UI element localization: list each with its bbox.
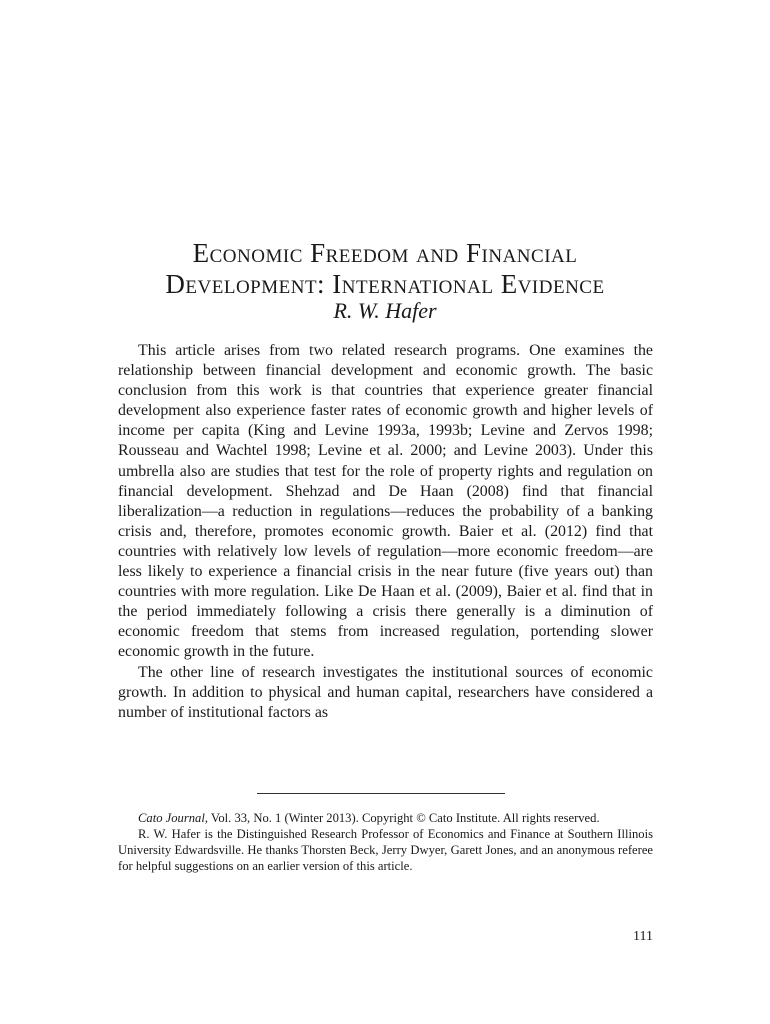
- footnote-divider: [257, 793, 505, 794]
- footnote-citation: [118, 810, 653, 826]
- body-paragraph-1: This article arises from two related research programs. One examines the relationship between financial development and economic growth. The basic conclusion from this work is that countries that experience greater financial development also experience faster rates of economic growth and higher levels of income per capita (King and Levine 1993a, 1993b; Levine and Zervos 1998; Rousseau and Wachtel 1998; Levine et al. 2000; and Levine 2003). Under this umbrella also are studies that test for the role of property rights and regulation on financial development. Shehzad and De Haan (2008) find that financial liberalization—a reduction in regulations—reduces the probability of a banking crisis and, therefore, promotes economic growth. Baier et al. (2012) find that countries with relatively low levels of regulation—more economic freedom—are less likely to experience a financial crisis in the near future (five years out) than countries with more regulation. Like De Haan et al. (2009), Baier et al. find that in the period immediately following a crisis there generally is a diminution of economic freedom that stems from increased regulation, portending slower economic growth in the future.: [118, 342, 653, 661]
- body-paragraph-2: The other line of research investigates the institutional sources of economic growth. In addition to physical and human capital, researchers have considered a number of institutional factors as: [118, 663, 653, 721]
- article-title: [0, 238, 770, 300]
- article-title-line-2: Development: International Evidence: [165, 269, 605, 299]
- footnote-journal-name: Cato Journal: [138, 811, 205, 825]
- footnotes: [118, 810, 653, 874]
- footnote-author-note: R. W. Hafer is the Distinguished Research Professor of Economics and Finance at Southern Illinois University Edwardsville. He thanks Thorsten Beck, Jerry Dwyer, Garett Jones, and an anonymous referee for helpful suggestions on an earlier version of this article.: [118, 827, 653, 873]
- article-body: [118, 341, 653, 723]
- page-number: 111: [633, 929, 653, 944]
- article-author: R. W. Hafer: [333, 298, 437, 323]
- article-title-line-1: Economic Freedom and Financial: [192, 238, 578, 268]
- footnote-journal-details: , Vol. 33, No. 1 (Winter 2013). Copyright © Cato Institute. All rights reserved.: [204, 811, 600, 825]
